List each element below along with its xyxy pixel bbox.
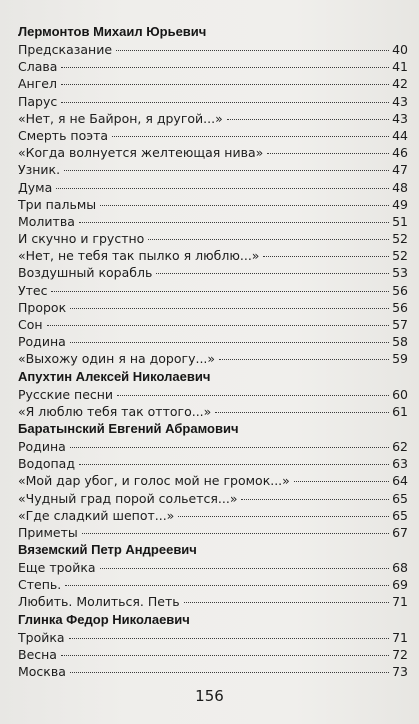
entry-page-number: 52 — [392, 248, 408, 264]
entry-title: И скучно и грустно — [18, 231, 145, 247]
toc-section — [18, 611, 408, 681]
toc-entry — [18, 350, 408, 367]
author-heading: Баратынский Евгений Абрамович — [18, 420, 239, 436]
toc-section — [18, 23, 408, 368]
dot-leader — [47, 325, 389, 326]
entry-title: «Я люблю тебя так оттого...» — [18, 403, 212, 419]
dot-leader — [112, 136, 389, 137]
dot-leader — [70, 672, 389, 673]
toc-entry — [18, 247, 408, 264]
toc-entry — [18, 110, 408, 127]
dot-leader — [61, 67, 389, 68]
entry-page-number: 64 — [392, 473, 408, 489]
toc-entry — [18, 438, 408, 455]
dot-leader — [100, 568, 389, 569]
entry-page-number: 49 — [392, 196, 408, 212]
dot-leader — [215, 412, 389, 413]
entry-page-number: 52 — [392, 231, 408, 247]
author-heading: Вяземский Петр Андреевич — [18, 542, 197, 558]
dot-leader — [79, 464, 389, 465]
author-heading: Лермонтов Михаил Юрьевич — [18, 24, 207, 39]
entry-page-number: 48 — [392, 179, 408, 195]
dot-leader — [65, 585, 389, 586]
entry-page-number: 65 — [392, 490, 408, 506]
entry-title: Молитва — [18, 213, 75, 229]
dot-leader — [178, 516, 389, 517]
entry-title: Предсказание — [18, 42, 113, 57]
dot-leader — [70, 342, 389, 343]
toc-entry — [18, 403, 408, 420]
toc-entry — [18, 213, 408, 230]
entry-page-number: 73 — [392, 664, 408, 679]
dot-leader — [70, 308, 389, 309]
dot-leader — [79, 222, 389, 223]
toc-entry — [18, 230, 408, 247]
entry-page-number: 43 — [392, 110, 408, 126]
entry-page-number: 68 — [392, 560, 408, 576]
entry-title: Воздушный корабль — [18, 265, 153, 281]
toc-entry — [18, 93, 408, 110]
toc-entry — [18, 472, 408, 489]
toc-entry — [18, 299, 408, 316]
entry-title: Тройка — [18, 629, 65, 645]
toc-entry — [18, 524, 408, 541]
author-heading: Апухтин Алексей Николаевич — [18, 368, 211, 384]
entry-title: Парус — [18, 93, 58, 109]
toc-entry — [18, 127, 408, 144]
entry-page-number: 60 — [392, 386, 408, 402]
entry-page-number: 71 — [392, 594, 408, 610]
entry-title: Сон — [18, 317, 43, 332]
entry-page-number: 72 — [392, 646, 408, 662]
table-of-contents — [18, 23, 408, 680]
entry-page-number: 51 — [392, 213, 408, 229]
entry-page-number: 47 — [392, 162, 408, 178]
entry-page-number: 41 — [392, 59, 408, 75]
entry-title: Ангел — [18, 76, 57, 92]
dot-leader — [241, 499, 389, 500]
entry-title: Любить. Молиться. Петь — [18, 594, 180, 610]
toc-entry — [18, 196, 408, 213]
dot-leader — [56, 188, 389, 189]
toc-entry — [18, 316, 408, 333]
entry-title: Слава — [18, 59, 58, 75]
dot-leader — [263, 256, 389, 257]
toc-entry — [18, 282, 408, 299]
entry-page-number: 53 — [392, 265, 408, 281]
page-number: 156 — [195, 687, 224, 705]
dot-leader — [219, 359, 389, 360]
entry-title: Дума — [18, 179, 53, 195]
entry-title: Весна — [18, 646, 57, 662]
entry-title: «Выхожу один я на дорогу...» — [18, 351, 216, 367]
entry-page-number: 59 — [392, 351, 408, 367]
entry-page-number: 56 — [392, 299, 408, 315]
toc-entry — [18, 386, 408, 403]
entry-title: Пророк — [18, 299, 67, 315]
entry-title: «Когда волнуется желтеющая нива» — [18, 145, 264, 161]
dot-leader — [100, 205, 389, 206]
dot-leader — [61, 84, 389, 85]
toc-entry — [18, 264, 408, 281]
toc-entry — [18, 144, 408, 161]
entry-title: «Чудный град порой сольется...» — [18, 490, 238, 506]
entry-page-number: 62 — [392, 438, 408, 454]
toc-entry — [18, 455, 408, 472]
dot-leader — [294, 481, 389, 482]
entry-title: Степь. — [18, 577, 62, 593]
toc-entry — [18, 58, 408, 75]
dot-leader — [64, 170, 389, 171]
entry-title: Три пальмы — [18, 196, 97, 212]
entry-title: Утес — [18, 282, 48, 298]
entry-title: Приметы — [18, 524, 78, 540]
entry-page-number: 40 — [392, 42, 408, 57]
toc-entry — [18, 161, 408, 178]
entry-page-number: 63 — [392, 456, 408, 472]
toc-entry — [18, 646, 408, 663]
dot-leader — [61, 102, 389, 103]
entry-page-number: 44 — [392, 127, 408, 143]
toc-entry — [18, 507, 408, 524]
dot-leader — [117, 395, 389, 396]
entry-page-number: 69 — [392, 577, 408, 593]
toc-entry — [18, 629, 408, 646]
author-heading: Глинка Федор Николаевич — [18, 611, 190, 627]
entry-page-number: 42 — [392, 76, 408, 92]
entry-title: Родина — [18, 438, 66, 454]
toc-section — [18, 368, 408, 420]
entry-page-number: 43 — [392, 93, 408, 109]
dot-leader — [184, 602, 389, 603]
toc-entry — [18, 559, 408, 576]
entry-page-number: 46 — [392, 145, 408, 161]
entry-page-number: 71 — [392, 629, 408, 645]
entry-title: Еще тройка — [18, 560, 96, 576]
entry-title: «Нет, не тебя так пылко я люблю...» — [18, 248, 260, 264]
entry-title: Водопад — [18, 456, 75, 472]
entry-page-number: 65 — [392, 507, 408, 523]
dot-leader — [227, 119, 389, 120]
dot-leader — [51, 291, 389, 292]
toc-entry — [18, 333, 408, 350]
dot-leader — [148, 239, 389, 240]
entry-title: «Мой дар убог, и голос мой не громок...» — [18, 473, 290, 489]
dot-leader — [116, 50, 389, 51]
entry-page-number: 57 — [392, 317, 408, 332]
entry-title: Узник. — [18, 162, 61, 178]
dot-leader — [69, 638, 389, 639]
dot-leader — [70, 447, 389, 448]
entry-title: Москва — [18, 664, 66, 679]
dot-leader — [61, 655, 389, 656]
entry-page-number: 67 — [392, 524, 408, 540]
toc-section — [18, 541, 408, 611]
toc-section — [18, 420, 408, 541]
entry-page-number: 61 — [392, 403, 408, 419]
toc-entry — [18, 75, 408, 92]
toc-entry — [18, 490, 408, 507]
entry-title: Смерть поэта — [18, 127, 109, 143]
toc-entry — [18, 179, 408, 196]
entry-page-number: 58 — [392, 334, 408, 350]
entry-title: «Где сладкий шепот...» — [18, 507, 175, 523]
entry-title: Русские песни — [18, 386, 114, 402]
dot-leader — [82, 533, 389, 534]
dot-leader — [156, 273, 389, 274]
dot-leader — [267, 153, 389, 154]
toc-entry — [18, 576, 408, 593]
toc-entry — [18, 41, 408, 58]
toc-entry — [18, 593, 408, 610]
entry-title: «Нет, я не Байрон, я другой...» — [18, 110, 223, 126]
entry-page-number: 56 — [392, 282, 408, 298]
entry-title: Родина — [18, 334, 66, 350]
toc-entry — [18, 663, 408, 680]
